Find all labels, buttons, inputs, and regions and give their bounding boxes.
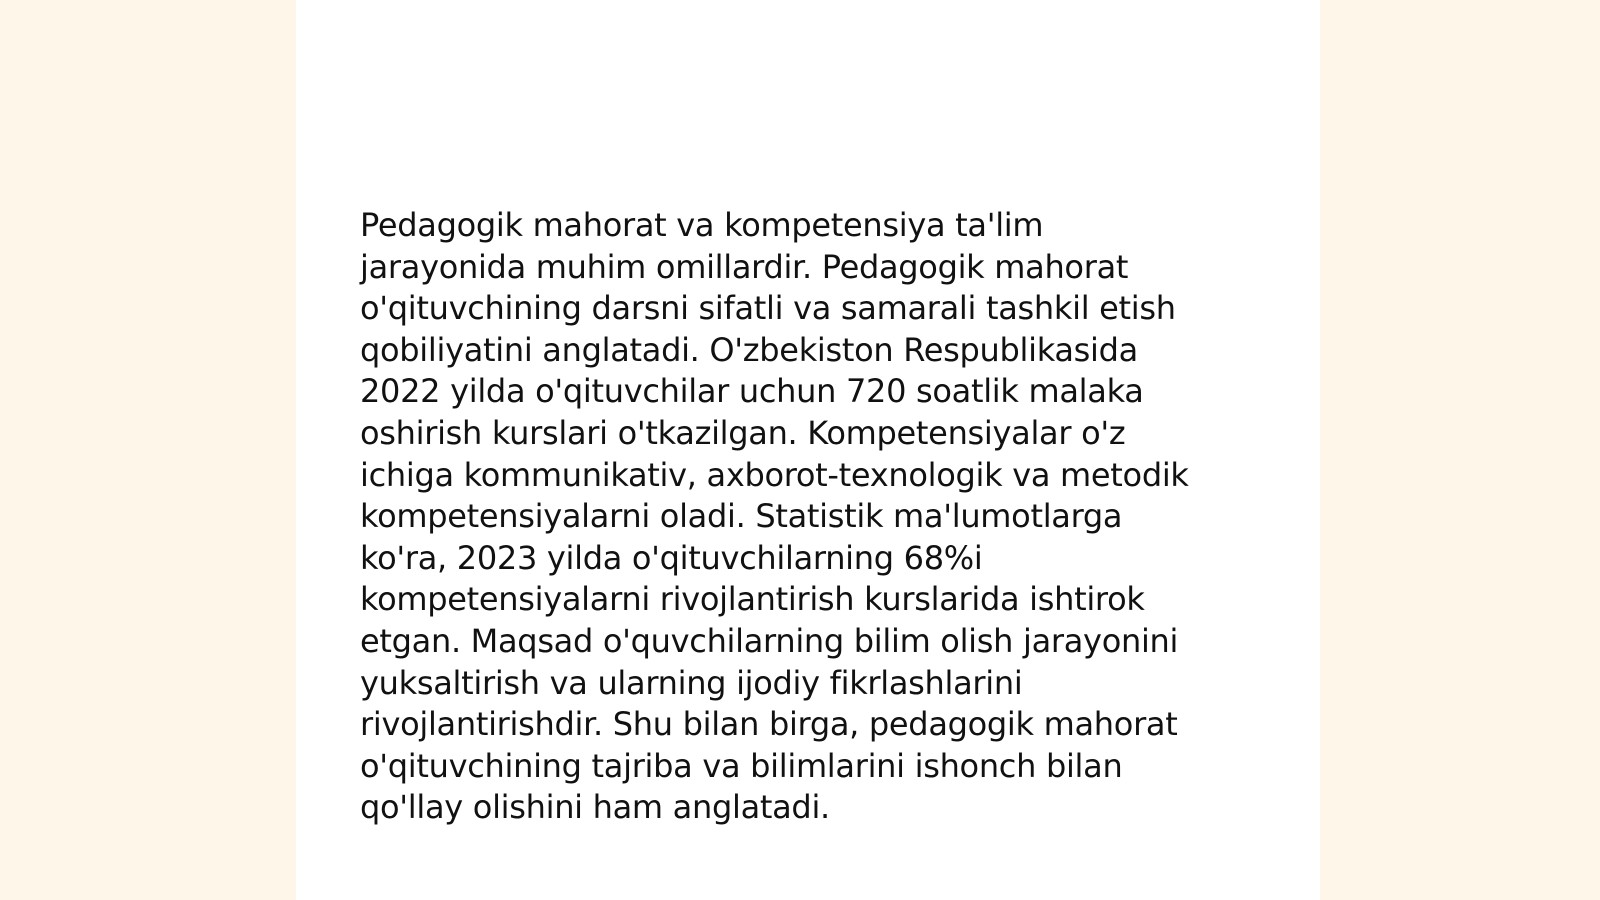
document-page	[296, 0, 1320, 900]
body-paragraph: Pedagogik mahorat va kompetensiya ta'lim jarayonida muhim omillardir. Pedagogik mahorat o'qituvchining darsni sifatli va samarali tashkil etish qobiliyatini anglatadi. O'zbekiston Respublikasida 2022 yilda o'qituvchilar uchun 720 soatlik malaka oshirish kurslari o'tkazilgan. Kompetensiyalar o'z ichiga kommunikativ, axborot-texnologik va metodik kompetensiyalarni oladi. Statistik ma'lumotlarga ko'ra, 2023 yilda o'qituvchilarning 68%i kompetensiyalarni rivojlantirish kurslarida ishtirok etgan. Maqsad o'quvchilarning bilim olish jarayonini yuksaltirish va ularning ijodiy fikrlashlarini rivojlantirishdir. Shu bilan birga, pedagogik mahorat o'qituvchining tajriba va bilimlarini ishonch bilan qo'llay olishini ham anglatadi.	[360, 206, 1189, 827]
